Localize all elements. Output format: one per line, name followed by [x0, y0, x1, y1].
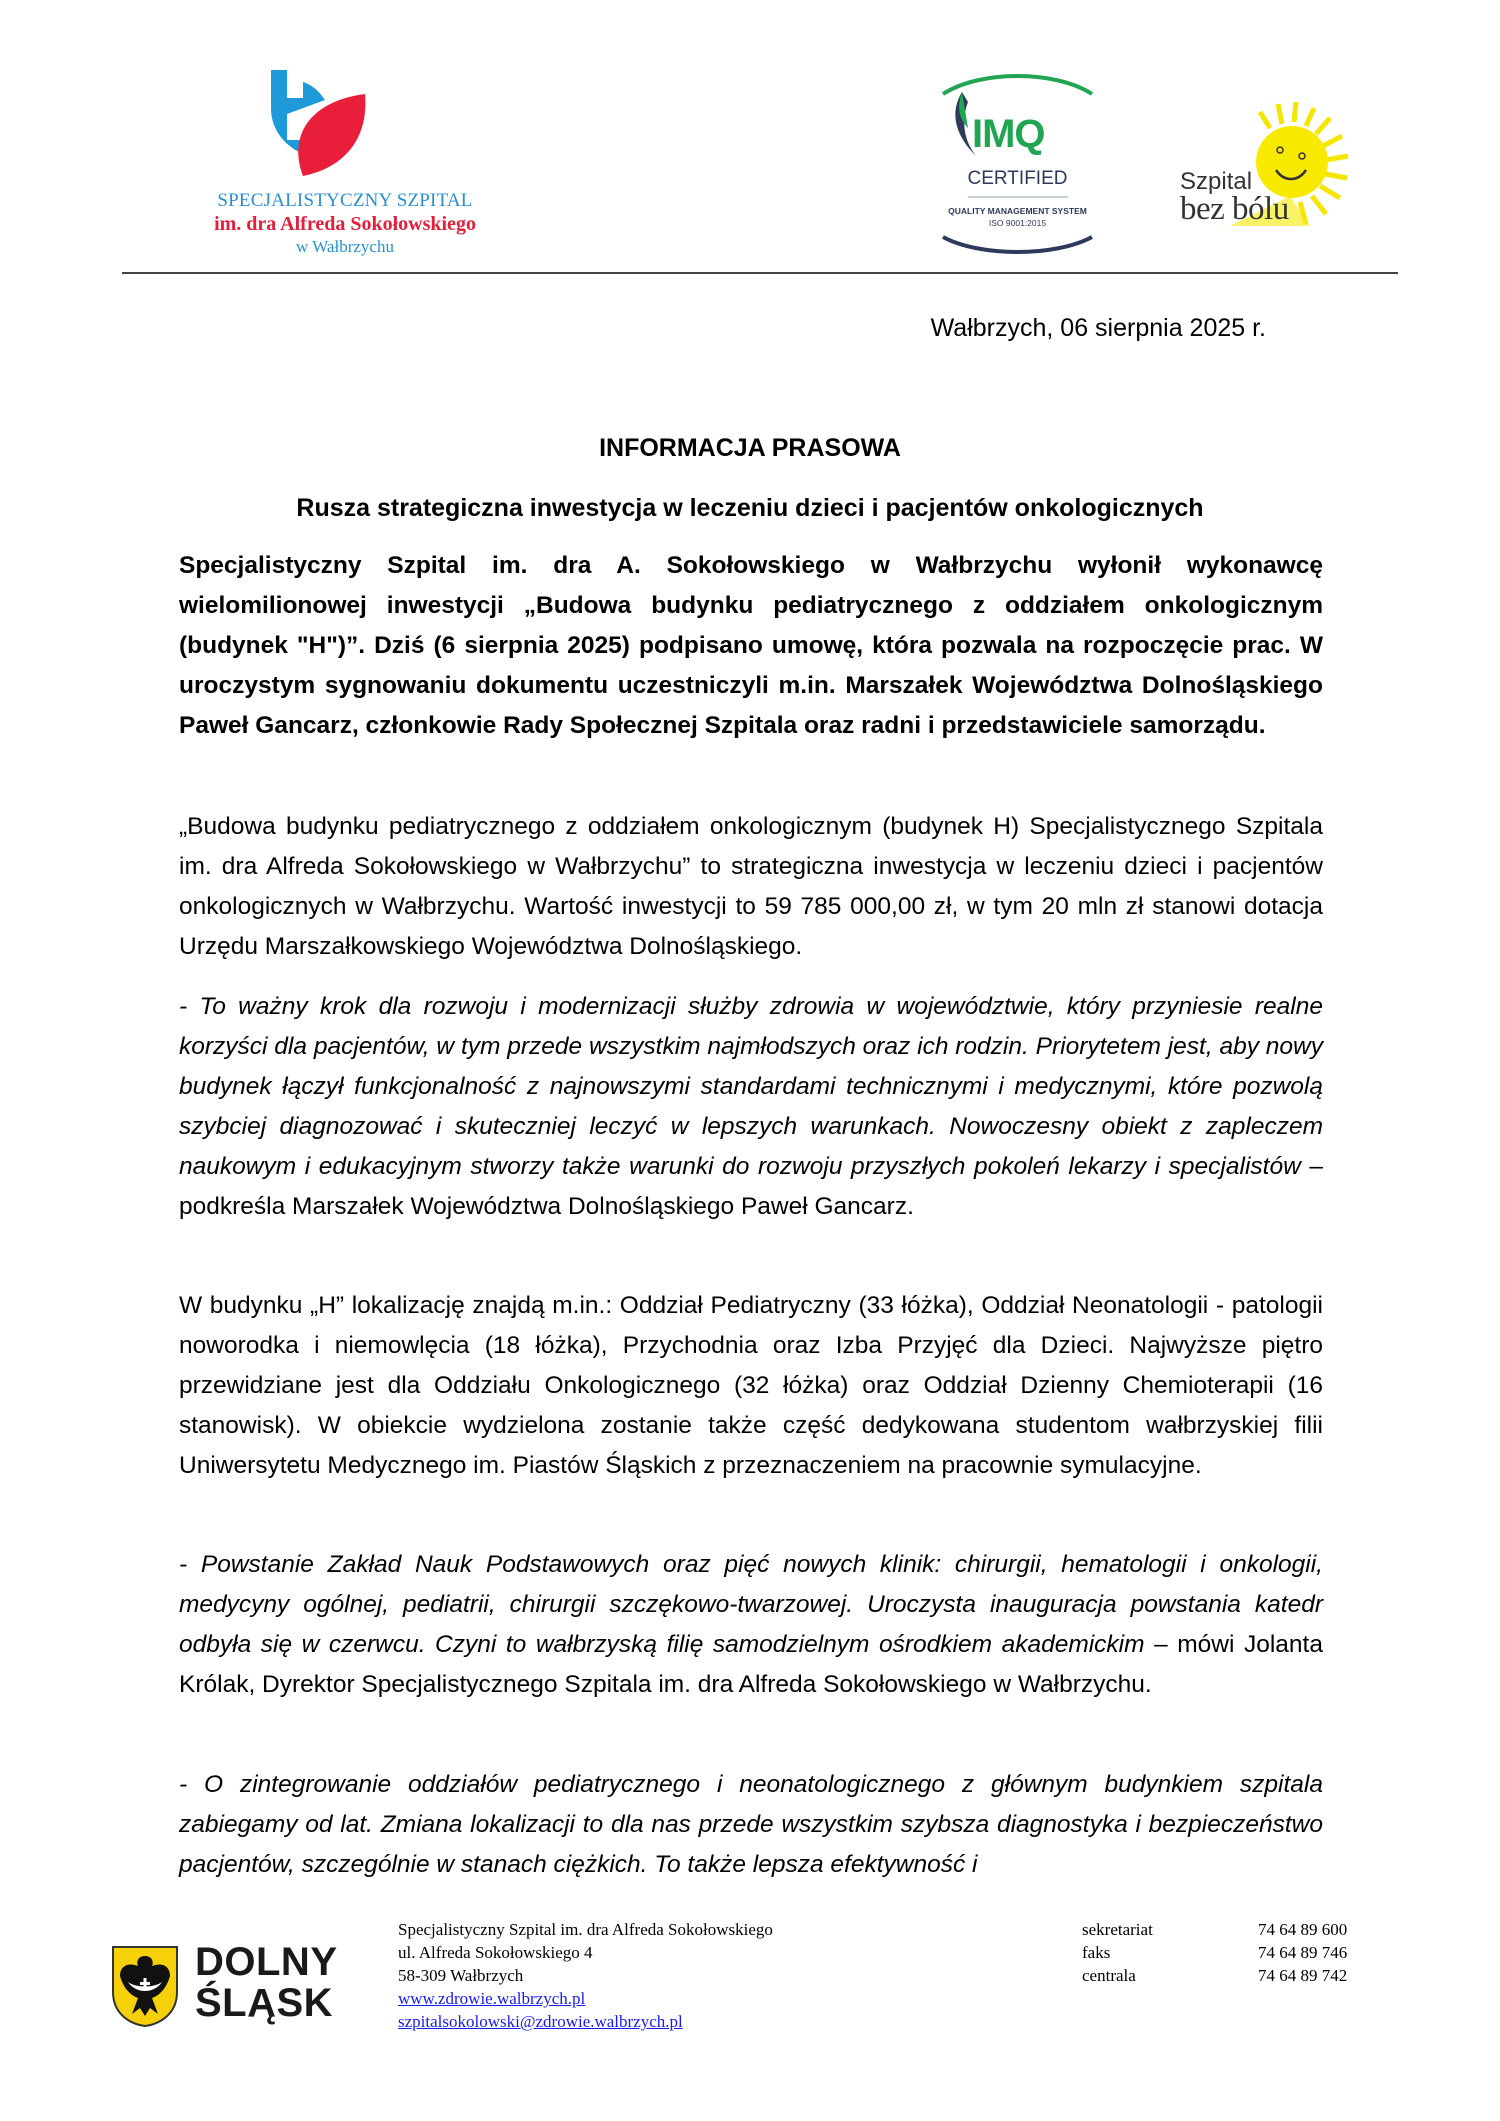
footer-address: [398, 1918, 773, 2033]
footer-website-link[interactable]: www.zdrowie.walbrzych.pl: [398, 1989, 586, 2008]
dolny-slask-logo: [110, 1942, 360, 2032]
director-quote: - Powstanie Zakład Nauk Podstawowych oraz pięć nowych klinik: chirurgii, hematologii i onkologii, medycyny ogólnej, pediatrii, chirurgii szczękowo-twarzowej. Uroczysta inauguracja powstania katedr odbyła się w czerwcu. Czyni to wałbrzyską filię samodzielnym ośrodkiem akademickim: [179, 1551, 1323, 1658]
contact-row: [1082, 1941, 1347, 1964]
dolny-slask-line2: ŚLĄSK: [195, 1981, 334, 2025]
document-date: Wałbrzych, 06 sierpnia 2025 r.: [930, 314, 1266, 342]
director-quote-attribution: – mówi Jolanta Królak, Dyrektor Specjalistycznego Szpitala im. dra Alfreda Sokołowskiego w Wałbrzychu.: [179, 1631, 1323, 1698]
pain-free-line2: bez bólu: [1180, 191, 1289, 227]
contact-label: centrala: [1082, 1966, 1136, 1985]
marshal-quote-attribution: – podkreśla Marszałek Województwa Dolnośląskiego Paweł Gancarz.: [179, 1153, 1323, 1220]
dolny-slask-line1: DOLNY: [195, 1940, 338, 1984]
document-title: INFORMACJA PRASOWA: [599, 434, 901, 462]
imq-certified-logo: [940, 72, 1095, 257]
silesian-eagle-coat-of-arms-icon: [110, 1944, 180, 2028]
integration-quote-paragraph: [179, 1765, 1323, 1885]
imq-brand: IMQ: [972, 112, 1045, 156]
imq-divider: [968, 196, 1068, 198]
imq-certified-label: CERTIFIED: [967, 168, 1068, 189]
integration-quote: - O zintegrowanie oddziałów pediatrycznego i neonatologicznego z głównym budynkiem szpitala zabiegamy od lat. Zmiana lokalizacji to dla nas przede wszystkim szybsza diagnostyka i bezpieczeństwo pacjentów, szczególnie w stanach ciężkich. To także lepsza efektywność i: [179, 1771, 1323, 1878]
header-divider: [122, 272, 1398, 274]
hospital-shield-icon: [263, 64, 423, 192]
contact-label: faks: [1082, 1943, 1111, 1962]
pain-free-hospital-logo: [1175, 100, 1350, 235]
contact-number: 74 64 89 600: [1258, 1920, 1348, 1939]
hospital-name-line1: SPECJALISTYCZNY SZPITAL: [217, 190, 473, 211]
document-subtitle: Rusza strategiczna inwestycja w leczeniu dzieci i pacjentów onkologicznych: [296, 494, 1204, 522]
imq-system-label: QUALITY MANAGEMENT SYSTEM: [948, 206, 1087, 216]
contact-label: sekretariat: [1082, 1920, 1153, 1939]
imq-arc-icon: [940, 72, 1095, 257]
contact-row: [1082, 1964, 1347, 1987]
imq-standard-label: ISO 9001:2015: [988, 218, 1047, 228]
footer-street: ul. Alfreda Sokołowskiego 4: [398, 1943, 593, 1962]
contact-number: 74 64 89 742: [1258, 1966, 1348, 1985]
hospital-name-line2: im. dra Alfreda Sokołowskiego: [214, 213, 476, 235]
footer-city: 58-309 Wałbrzych: [398, 1966, 524, 1985]
contact-row: [1082, 1918, 1347, 1941]
hospital-name-line3: w Wałbrzychu: [296, 237, 394, 256]
footer-email-link[interactable]: szpitalsokolowski@zdrowie.walbrzych.pl: [398, 2012, 683, 2031]
marshal-quote-paragraph: [179, 987, 1323, 1227]
intro-paragraph: „Budowa budynku pediatrycznego z oddziałem onkologicznym (budynek H) Specjalistycznego Szpitala im. dra Alfreda Sokołowskiego w Wałbrzychu” to strategiczna inwestycja w leczeniu dzieci i pacjentów onkologicznych w Wałbrzychu. Wartość inwestycji to 59 785 000,00 zł, w tym 20 mln zł stanowi dotacja Urzędu Marszałkowskiego Województwa Dolnośląskiego.: [179, 813, 1323, 960]
lead-paragraph: Specjalistyczny Szpital im. dra A. Sokołowskiego w Wałbrzychu wyłonił wykonawcę wielomilionowej inwestycji „Budowa budynku pediatrycznego z oddziałem onkologicznym (budynek "H")”. Dziś (6 sierpnia 2025) podpisano umowę, która pozwala na rozpoczęcie prac. W uroczystym sygnowaniu dokumentu uczestniczyli m.in. Marszałek Województwa Dolnośląskiego Paweł Gancarz, członkowie Rady Społecznej Szpitala oraz radni i przedstawiciele samorządu.: [179, 552, 1323, 739]
footer-hospital-name: Specjalistyczny Szpital im. dra Alfreda Sokołowskiego: [398, 1920, 773, 1939]
hospital-logo: [185, 60, 505, 270]
director-quote-paragraph: [179, 1545, 1323, 1705]
dolny-slask-wordmark: [195, 1942, 338, 2024]
footer-contacts: [1082, 1918, 1347, 1987]
pain-free-line1: Szpital: [1180, 168, 1253, 195]
marshal-quote: - To ważny krok dla rozwoju i modernizacji służby zdrowia w województwie, który przyniesie realne korzyści dla pacjentów, w tym przede wszystkim najmłodszych oraz ich rodzin. Priorytetem jest, aby nowy budynek łączył funkcjonalność z najnowszymi standardami technicznymi i medycznymi, które pozwolą szybciej diagnozować i skuteczniej leczyć w lepszych warunkach. Nowoczesny obiekt z zapleczem naukowym i edukacyjnym stworzy także warunki do rozwoju przyszłych pokoleń lekarzy i specjalistów: [179, 993, 1323, 1180]
building-facilities-paragraph: W budynku „H” lokalizację znajdą m.in.: Oddział Pediatryczny (33 łóżka), Oddział Neonatologii - patologii noworodka i niemowlęcia (18 łóżka), Przychodnia oraz Izba Przyjęć dla Dzieci. Najwyższe piętro przewidziane jest dla Oddziału Onkologicznego (32 łóżka) oraz Oddział Dzienny Chemioterapii (16 stanowisk). W obiekcie wydzielona zostanie także część dedykowana studentom wałbrzyskiej filii Uniwersytetu Medycznego im. Piastów Śląskich z przeznaczeniem na pracownie symulacyjne.: [179, 1292, 1323, 1479]
contact-number: 74 64 89 746: [1258, 1943, 1348, 1962]
